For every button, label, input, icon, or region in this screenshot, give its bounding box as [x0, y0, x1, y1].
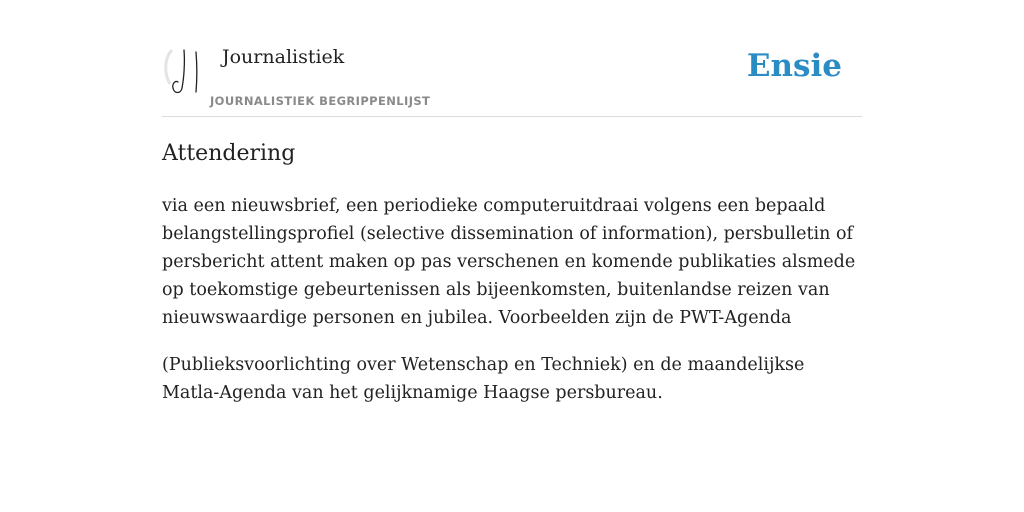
site-header: [162, 40, 862, 117]
article-paragraph: (Publieksvoorlichting over Wetenschap en Techniek) en de maandelijkse Matla-Agenda van het gelijknamige Haagse persbureau.: [162, 355, 805, 403]
page-title: Attendering: [162, 141, 296, 166]
section-subtitle[interactable]: JOURNALISTIEK BEGRIPPENLIJST: [210, 94, 431, 108]
site-name[interactable]: Journalistiek: [222, 46, 345, 68]
article: [162, 138, 862, 426]
brand-logo[interactable]: Ensie: [746, 48, 842, 84]
article-paragraph: via een nieuwsbrief, een periodieke computeruitdraai volgens een bepaald belangstellingsprofiel (selective dissemination of information), persbulletin of persbericht attent maken op pas verschenen en komende publikaties alsmede op toekomstige gebeurtenissen als bijeenkomsten, buitenlandse reizen van nieuwswaardige personen en jubilea. Voorbeelden zijn de PWT-Agenda: [162, 196, 856, 328]
handwritten-j-icon[interactable]: [162, 44, 206, 96]
